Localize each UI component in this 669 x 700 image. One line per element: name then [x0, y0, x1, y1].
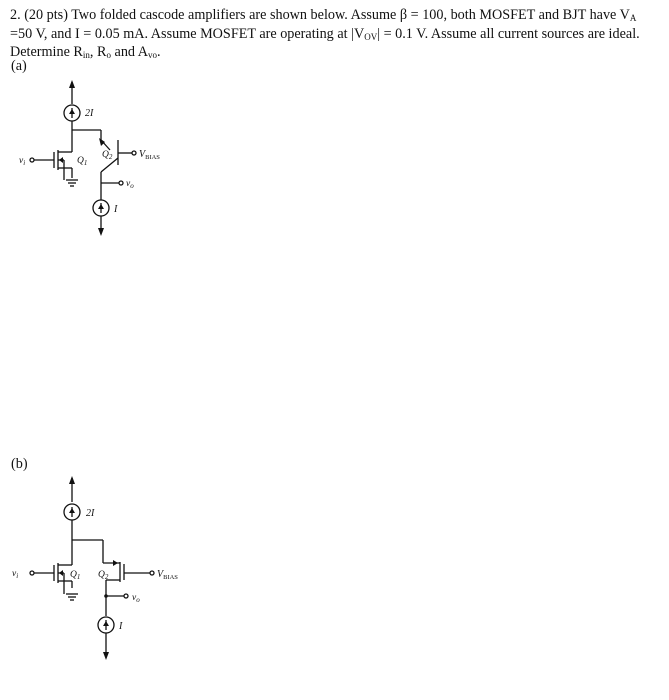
- vbias-subscript: BIAS: [163, 574, 178, 581]
- vi-label: v: [19, 156, 24, 166]
- svg-text:vo: [126, 179, 134, 190]
- vo-label: v: [132, 593, 137, 603]
- rin-subscript: in: [82, 50, 90, 61]
- vbias-label: V: [139, 149, 146, 160]
- svg-text:VBIAS: [157, 569, 178, 581]
- q2-subscript: 2: [104, 573, 109, 581]
- vi-subscript: i: [16, 572, 19, 580]
- svg-text:vi: [12, 569, 18, 580]
- vo-label: v: [126, 179, 131, 189]
- current-2i-label: 2I: [86, 508, 95, 519]
- va-subscript: A: [629, 13, 637, 23]
- vov-subscript: OV: [364, 31, 378, 42]
- current-i-label: I: [119, 621, 123, 632]
- problem-text: =50 V, and I = 0.05 mA. Assume MOSFET are operating at |V: [10, 25, 365, 42]
- problem-number: 2.: [10, 7, 21, 23]
- vo-subscript: o: [136, 596, 140, 604]
- circuit-a: [0, 70, 200, 250]
- avo-subscript: vo: [148, 50, 158, 61]
- part-a-label: (a): [11, 58, 27, 74]
- q2-label: Q: [102, 150, 109, 160]
- circuit-b: [0, 470, 200, 670]
- q1-subscript: 1: [76, 573, 81, 581]
- problem-text: Two folded cascode amplifiers are shown below. Assume β = 100, both MOSFET and BJT have V: [71, 7, 630, 23]
- svg-text:Q1: [70, 570, 80, 581]
- svg-text:vi: [19, 156, 25, 167]
- vbias-subscript: BIAS: [145, 154, 160, 161]
- svg-text:Q2: [102, 150, 113, 161]
- problem-text: .: [157, 44, 161, 61]
- svg-text:VBIAS: [139, 149, 160, 161]
- problem-points: (20 pts): [24, 7, 68, 23]
- q1-subscript: 1: [83, 159, 88, 167]
- problem-statement: [10, 8, 662, 64]
- problem-text: and A: [110, 44, 149, 61]
- q2-subscript: 2: [108, 153, 113, 161]
- vi-subscript: i: [23, 159, 26, 167]
- vbias-label: V: [157, 569, 164, 580]
- q1-label: Q: [77, 156, 84, 166]
- vo-subscript: o: [130, 182, 134, 190]
- svg-text:Q2: [98, 570, 109, 581]
- svg-text:vo: [132, 593, 140, 604]
- q1-label: Q: [70, 570, 77, 580]
- svg-text:Q1: [77, 156, 87, 167]
- current-2i-label: 2I: [85, 108, 94, 119]
- ro-subscript: o: [106, 50, 111, 61]
- q2-label: Q: [98, 570, 105, 580]
- part-b-label: (b): [11, 456, 28, 472]
- problem-text: | = 0.1 V. Assume all current sources are ideal. Determine R: [10, 25, 640, 61]
- current-i-label: I: [114, 204, 118, 215]
- vi-label: v: [12, 569, 17, 579]
- problem-text: , R: [89, 44, 107, 61]
